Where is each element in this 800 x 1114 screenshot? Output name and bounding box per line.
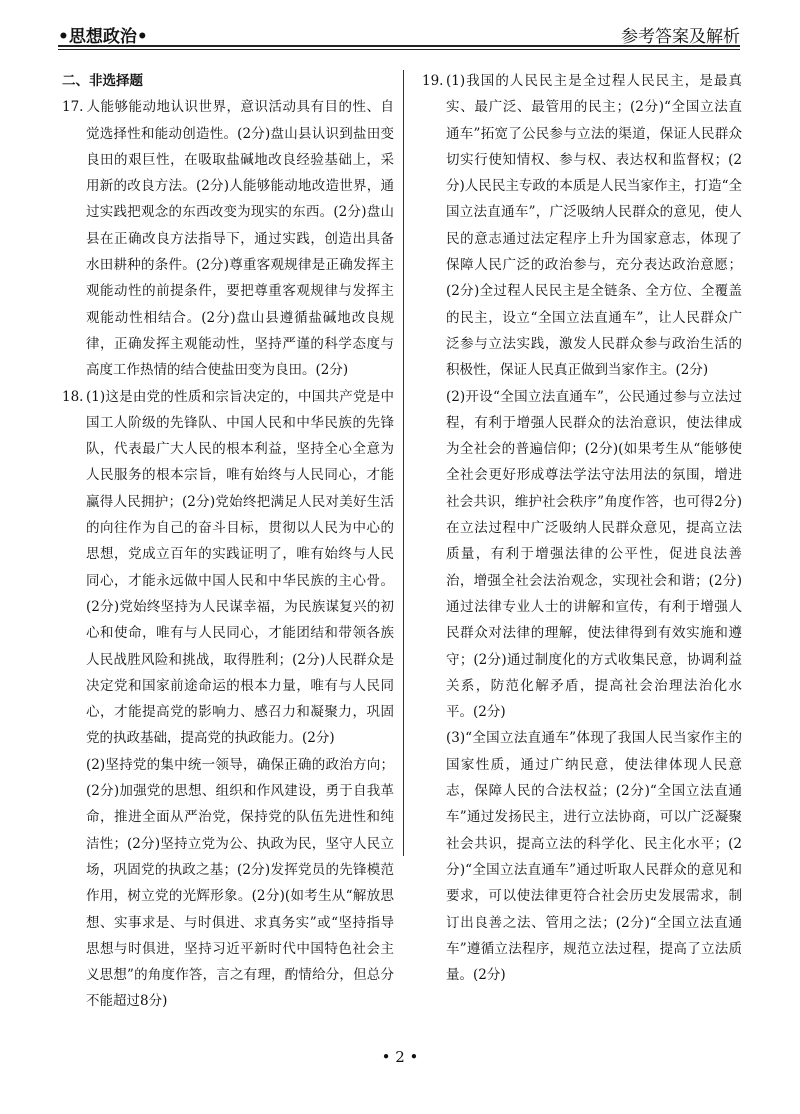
question-number: 19. xyxy=(422,73,444,89)
subject-label: •思想政治• xyxy=(58,27,148,47)
question-19-part-1: (1)我国的人民民主是全过程人民民主，是最真实、最广泛、最管用的民主；(2分)“全国立法直通车”拓宽了公民参与立法的渠道，保证人民群众切实行使知情权、参与权、表达权和监督权；(2分)人民民主专政的本质是人民当家作主，打造“全国立法直通车”，广泛吸纳人民群众的意见，使人民的意志通过法定程序上升为国家意志，体现了保障人民广泛的政治参与，充分表达政治意愿；(2分)全过程人民民主是全链条、全方位、全覆盖的民主，设立“全国立法直通车”，让人民群众广泛参与立法实践，激发人民群众参与政治生活的积极性，保证人民真正做到当家作主。(2分) xyxy=(446,73,742,379)
question-17-answer: 人能够能动地认识世界，意识活动具有目的性、自觉选择性和能动创造性。(2分)盘山县认识到盐田变良田的艰巨性，在吸取盐碱地改良经验基础上，采用新的改良方法。(2分)人能够能动地改造世界，通过实践把观念的东西改变为现实的东西。(2分)盘山县在正确改良方法指导下，通过实践，创造出具备水田耕种的条件。(2分)尊重客观规律是正确发挥主观能动性的前提条件，要把尊重客观规律与发挥主观能动性相结合。(2分)盘山县遵循盐碱地改良规律，正确发挥主观能动性，坚持严谨的科学态度与高度工作热情的结合使盐田变为良田。(2分) xyxy=(86,99,394,379)
section-title: 二、非选择题 xyxy=(62,73,143,89)
right-column xyxy=(422,68,742,988)
column-divider xyxy=(403,70,404,856)
question-18-part-2: (2)坚持党的集中统一领导，确保正确的政治方向；(2分)加强党的思想、组织和作风建设，勇于自我革命，推进全面从严治党，保持党的队伍先进性和纯洁性；(2分)坚持立党为公、执政为民，坚守人民立场，巩固党的执政之基；(2分)发挥党员的先锋模范作用，树立党的光辉形象。(2分)(如考生从“解放思想、实事求是、与时俱进、求真务实”或“坚持指导思想与时俱进，坚持习近平新时代中国特色社会主义思想”的角度作答，言之有理，酌情给分，但总分不能超过8分) xyxy=(86,756,394,1010)
question-17 xyxy=(62,94,394,383)
question-19-part-2: (2)开设“全国立法直通车”，公民通过参与立法过程，有利于增强人民群众的法治意识，使法律成为全社会的普遍信仰；(2分)(如果考生从“能够使全社会更好形成尊法学法守法用法的氛围，增进社会共识，维护社会秩序”角度作答，也可得2分)在立法过程中广泛吸纳人民群众意见，提高立法质量，有利于增强法律的公平性，促进良法善治，增强全社会法治观念，实现社会和谐；(2分)通过法律专业人士的讲解和宣传，有利于增强人民群众对法律的理解，使法律得到有效实施和遵守；(2分)通过制度化的方式收集民意，协调利益关系，防范化解矛盾，提高社会治理法治化水平。(2分) xyxy=(446,388,742,721)
question-number: 18. xyxy=(62,388,84,405)
header-rule-thin xyxy=(58,49,740,50)
header-rule xyxy=(58,45,740,47)
answer-label: 参考答案及解析 xyxy=(621,27,740,47)
question-18-part-1: (1)这是由党的性质和宗旨决定的，中国共产党是中国工人阶级的先锋队、中国人民和中华民族的先锋队，代表最广大人民的根本利益，坚持全心全意为人民服务的根本宗旨，唯有始终与人民同心，才能赢得人民拥护；(2分)党始终把满足人民对美好生活的向往作为自己的奋斗目标，贯彻以人民为中心的思想，党成立百年的实践证明了，唯有始终与人民同心，才能永远做中国人民和中华民族的主心骨。(2分)党始终坚持为人民谋幸福，为民族谋复兴的初心和使命，唯有与人民同心，才能团结和带领各族人民战胜风险和挑战，取得胜利；(2分)人民群众是决定党和国家前途命运的根本力量，唯有与人民同心，才能提高党的影响力、感召力和凝聚力，巩固党的执政基础，提高党的执政能力。(2分) xyxy=(86,388,394,747)
page-number: • 2 • xyxy=(381,1048,419,1066)
question-19 xyxy=(422,68,742,384)
question-19-part-2-block xyxy=(422,384,742,726)
question-19-part-3-block xyxy=(422,725,742,988)
page-header xyxy=(58,12,740,48)
left-column xyxy=(62,68,394,1015)
question-18 xyxy=(62,384,394,752)
question-19-part-3: (3)“全国立法直通车”体现了我国人民当家作主的国家性质，通过广纳民意，使法律体现人民意志，保障人民的合法权益；(2分)“全国立法直通车”通过发扬民主，进行立法协商，可以广泛凝聚社会共识，提高立法的科学化、民主化水平；(2分)“全国立法直通车”通过听取人民群众的意见和要求，可以使法律更符合社会历史发展需求，制订出良善之法、管用之法；(2分)“全国立法直通车”遵循立法程序，规范立法过程，提高了立法质量。(2分) xyxy=(446,730,742,984)
question-18-part-2-block xyxy=(62,752,394,1015)
question-number: 17. xyxy=(62,99,84,116)
